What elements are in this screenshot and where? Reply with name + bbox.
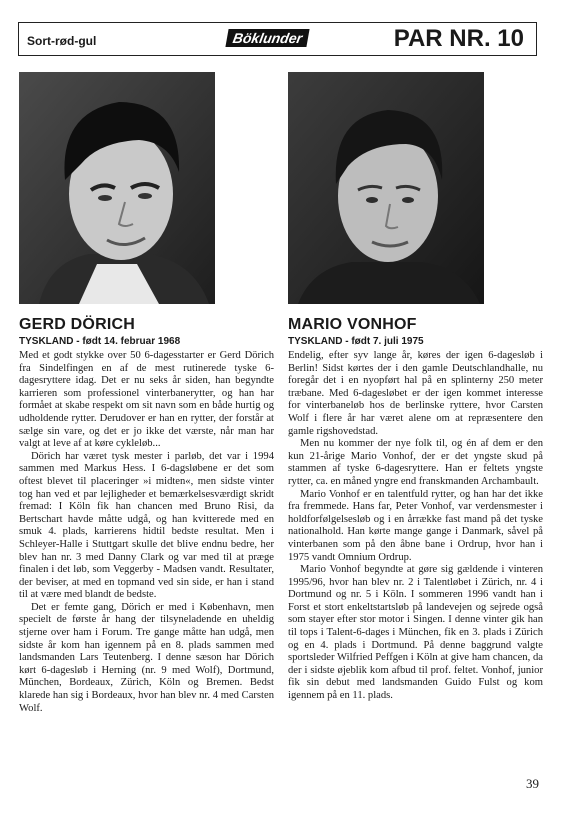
rider-birth: TYSKLAND - født 7. juli 1975: [288, 336, 424, 347]
bio-paragraph: Det er femte gang, Dörich er med i København, men specielt de første år hang der tilsyneladende en uheldig stjerne over ham i Forum. Tre gange måtte han udgå, men sidste år kom han igennem på en 8. plads sammen med landsmanden Lars Teutenberg. I denne sæson har Dörich kørt 6-dagesløb i Herning (nr. 9 med Wolf), Dortmund, München, Bordeaux, Zürich, Köln og Bremen. Bedst klarede han sig i Bordeaux, hvor han blev nr. 4 med Carsten Wolf.: [19, 601, 274, 714]
page-title: PAR NR. 10: [393, 25, 524, 52]
rider-column-vonhof: [288, 315, 543, 703]
section-label: Sort-rød-gul: [27, 34, 97, 48]
page-header: [18, 22, 537, 56]
rider-column-dorich: [19, 315, 274, 715]
rider-name: GERD DÖRICH: [19, 316, 135, 333]
rider-photo-dorich: [19, 72, 215, 304]
bio-paragraph: Men nu kommer der nye folk til, og én af dem er den kun 21-årige Mario Vonhof, der er det yngste skud på stammen af tyske 6-dagesryttere. Han er feltets yngste rytter, ca. en måned yngre end franskmanden Archambault.: [288, 438, 543, 487]
bio-paragraph: Mario Vonhof er en talentfuld rytter, og han har det ikke fra fremmede. Hans far, Peter Vonhof, var verdensmester i holdforfølgelsesløb og i en årrække fast mand på det tyske nationalhold. Han kørte mange gange i Danmark, såvel på vinterbanen som på den åbne bane i Ordrup, hvor han i 1975 vandt Omnium Ordrup.: [288, 488, 543, 563]
bio-paragraph: Med et godt stykke over 50 6-dagesstarter er Gerd Dörich fra Sindelfingen en af de mest rutinerede tyske 6-dagesryttere idag. Det er nu seks år siden, han begyndte karrieren som professionel vinterbanerytter, og han har formået at skabe respekt om sit navn som en både hurtig og udholdende rytter. Derudover er han en rytter, der forstår at sælge sin vare, og det er jo ikke det værste, når man har valgt at leve af at køre cykleløb...: [19, 350, 274, 450]
sponsor-logo: Böklunder: [225, 29, 309, 47]
bio-paragraph: Endelig, efter syv lange år, køres der igen 6-dagesløb i Berlin! Sidst kørtes der i den gamle Deutschlandhalle, nu foregår det i en nyopført hal på en splinterny 250 meter træbane. Med 6-dagesløbet er der igen kommet interesse for vinterbaneløb hos de berlinske ryttere, hvor Carsten Wolf i flere år har været alene om at repræsentere den gamle rigshovedstad.: [288, 350, 543, 437]
rider-photo-vonhof: [288, 72, 484, 304]
rider-name: MARIO VONHOF: [288, 316, 417, 333]
page-number: 39: [526, 776, 539, 791]
bio-paragraph: Mario Vonhof begyndte at gøre sig gældende i vinteren 1995/96, hvor han blev nr. 2 i Talentløbet i Zürich, nr. 4 i Dortmund og nr. 5 i Köln. I sommeren 1996 vandt han i Forst et stort enkeltstartsløb på landevejen og sejrede også som stayer efter stor motor i Singen. I denne vinter gik han til tops i Talent-6-dages i München, fik en 3. plads i Zürich og en 4. plads i Dortmund. På denne baggrund valgte sportsleder Wilfried Peffgen i Köln at give ham chancen, da der i sidste øjeblik kom afbud til prof. feltet. Vonhof, junior fik sin debut med landsmanden Guido Fulst og kom igennem på en 11. plads.: [288, 564, 543, 702]
rider-birth: TYSKLAND - født 14. februar 1968: [19, 336, 181, 347]
bio-paragraph: Dörich har været tysk mester i parløb, det var i 1994 sammen med Markus Hess. I 6-dagsløbene er det som oftest blevet til placeringer »i midten«, men sidste vinter tog han ved et par lejligheder et bemærkelsesværdigt skridt fremad: I Köln fik han chancen med Bruno Risi, da Bertschart havde måtte udgå, og han kvitterede med en smuk 4. plads, karrierens hidtil bedste resultat. Men i Schleyer-Halle i Stuttgart skulle det blive endnu bedre, her blev han nr. 3 med Danny Clark og var med til at præge finalen i det løb, som Veggerby - Madsen vandt. Resultater, der beviser, at med en topmand ved sin side, er han i stand til at være med blandt de bedste.: [19, 450, 274, 601]
